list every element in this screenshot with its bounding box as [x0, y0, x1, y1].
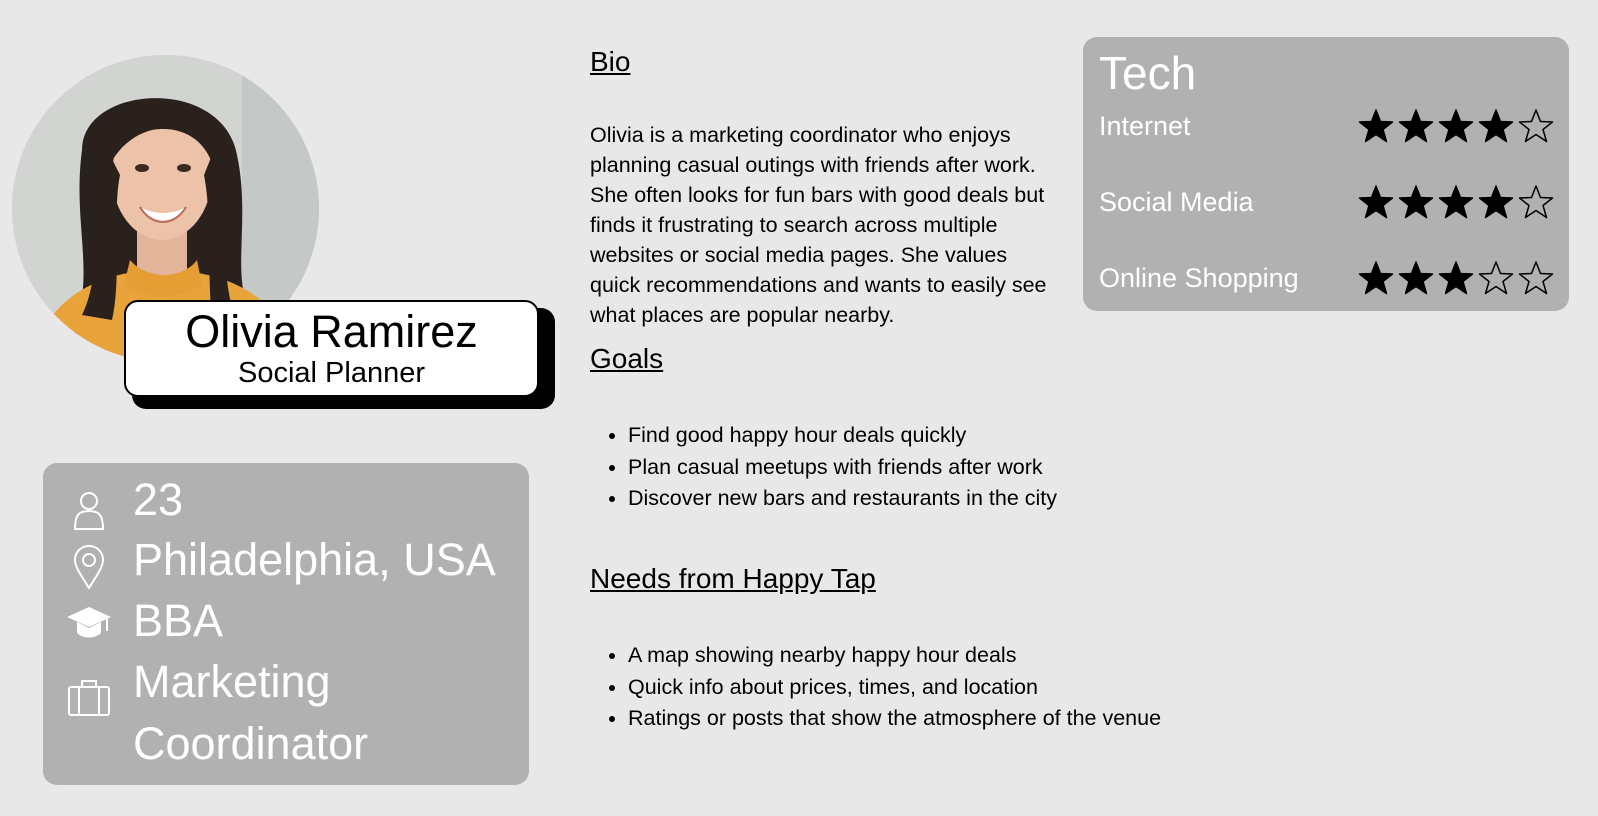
- goals-heading: Goals: [590, 343, 664, 374]
- briefcase-icon: [65, 673, 113, 721]
- education-value: BBA: [133, 595, 224, 646]
- star-filled-icon: [1438, 183, 1474, 221]
- star-empty-icon: [1518, 259, 1554, 297]
- tech-label: Online Shopping: [1099, 263, 1299, 293]
- list-item: • Discover new bars and restaurants in the city: [628, 483, 1057, 515]
- bio-text: Olivia is a marketing coordinator who enjoys planning casual outings with friends after work. She often looks for fun bars with good deals but finds it frustrating to search across multiple websites or social media pages. She values quick recommendations and wants to easily see what places are popular nearby.: [590, 123, 1047, 327]
- tech-label: Internet: [1099, 111, 1191, 141]
- star-filled-icon: [1398, 107, 1434, 145]
- star-filled-icon: [1478, 107, 1514, 145]
- list-item: • Find good happy hour deals quickly: [628, 420, 1057, 452]
- tech-row-social-media: [1099, 183, 1554, 223]
- list-item: • Quick info about prices, times, and location: [628, 672, 1178, 704]
- needs-list: [590, 640, 1178, 735]
- star-filled-icon: [1358, 183, 1394, 221]
- persona-role: Social Planner: [238, 357, 425, 389]
- star-filled-icon: [1438, 107, 1474, 145]
- star-filled-icon: [1358, 259, 1394, 297]
- star-rating: [1358, 107, 1554, 145]
- star-rating: [1358, 183, 1554, 221]
- star-empty-icon: [1478, 259, 1514, 297]
- tech-heading: Tech: [1099, 47, 1197, 99]
- star-filled-icon: [1358, 107, 1394, 145]
- star-filled-icon: [1398, 259, 1434, 297]
- tech-row-online-shopping: [1099, 259, 1554, 299]
- list-item: • A map showing nearby happy hour deals: [628, 640, 1178, 672]
- persona-name: Olivia Ramirez: [185, 306, 478, 357]
- star-empty-icon: [1518, 107, 1554, 145]
- star-filled-icon: [1398, 183, 1434, 221]
- person-icon: [65, 485, 113, 533]
- star-filled-icon: [1478, 183, 1514, 221]
- tech-row-internet: [1099, 107, 1554, 147]
- tech-panel: [1083, 37, 1569, 311]
- demographics-panel: [43, 463, 529, 785]
- name-card: [124, 300, 539, 397]
- bio-heading: Bio: [590, 46, 631, 77]
- age-value: 23: [133, 474, 184, 525]
- graduation-cap-icon: [65, 599, 113, 647]
- list-item: • Ratings or posts that show the atmosphere of the venue: [628, 703, 1178, 735]
- star-rating: [1358, 259, 1554, 297]
- needs-heading: Needs from Happy Tap: [590, 563, 876, 594]
- location-value: Philadelphia, USA: [133, 534, 496, 585]
- goals-list: [590, 420, 1057, 515]
- list-item: • Plan casual meetups with friends after work: [628, 452, 1057, 484]
- star-empty-icon: [1518, 183, 1554, 221]
- occupation-value: Marketing Coordinator: [133, 656, 369, 769]
- star-filled-icon: [1438, 259, 1474, 297]
- tech-label: Social Media: [1099, 187, 1254, 217]
- location-pin-icon: [65, 543, 113, 591]
